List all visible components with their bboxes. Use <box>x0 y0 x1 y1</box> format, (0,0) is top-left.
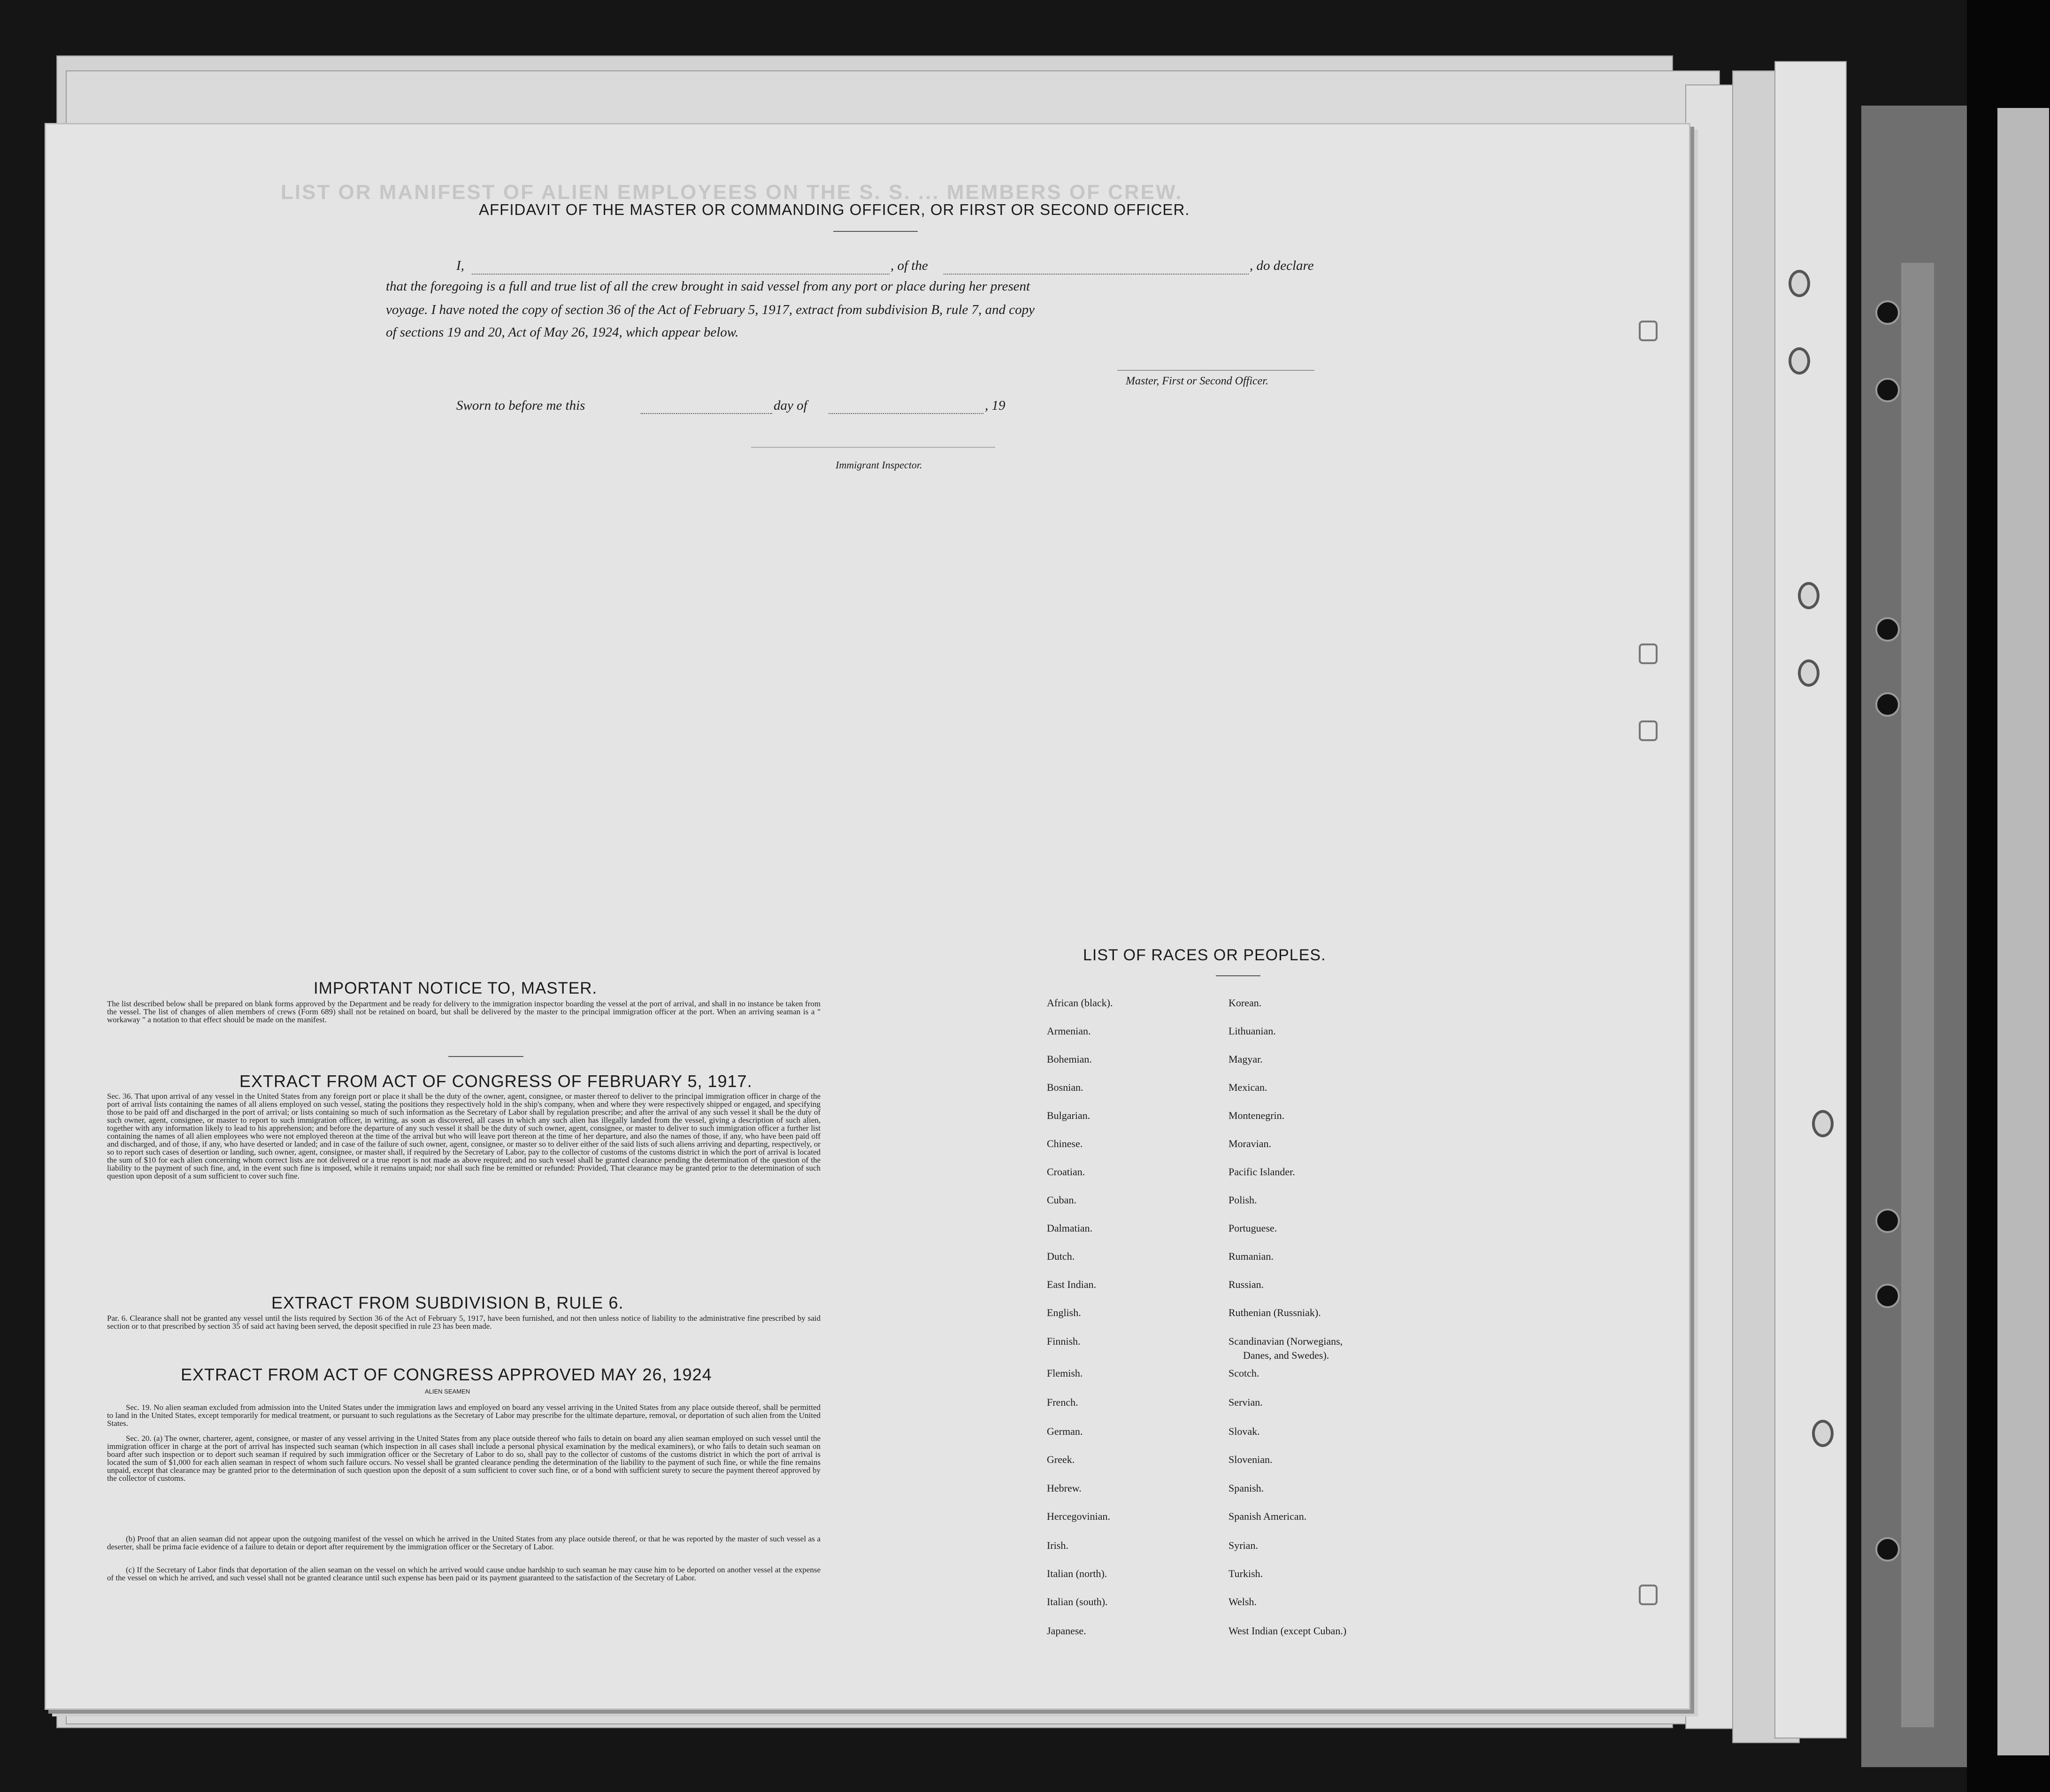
binder-strip <box>1901 263 1934 1727</box>
rule-6-text: Par. 6. Clearance shall not be granted any vessel until the lists required by Section 36 of the Act of February 5, 1917, have been furnished, and not then unless notice of liability to the administrative fine prescribed by said section or to that prescribed by section 35 of said act having been served, the deposit specified in rule 23 has been made. <box>107 1314 821 1331</box>
binder-hole <box>1875 1209 1900 1233</box>
of-the-label: , of the <box>891 258 928 273</box>
race-item: Russian. <box>1228 1279 1264 1290</box>
extract-1917-title: EXTRACT FROM ACT OF CONGRESS OF FEBRUARY 5, 1917. <box>239 1072 752 1091</box>
race-item: Portuguese. <box>1228 1222 1277 1234</box>
race-item: Ruthenian (Russniak). <box>1228 1307 1321 1318</box>
race-item: Rumanian. <box>1228 1250 1274 1262</box>
binder-hole <box>1875 617 1900 642</box>
extract-1924-title: EXTRACT FROM ACT OF CONGRESS APPROVED MAY 26, 1924 <box>181 1365 712 1384</box>
race-item: Moravian. <box>1228 1138 1272 1149</box>
race-item: Lithuanian. <box>1228 1025 1276 1037</box>
race-item: Hercegovinian. <box>1047 1510 1110 1522</box>
rule-6-title: EXTRACT FROM SUBDIVISION B, RULE 6. <box>271 1293 624 1312</box>
extract-1924-sec20c: (c) If the Secretary of Labor finds that deportation of the alien seaman on the vessel on which he arrived would cause undue hardship to such seaman he may cause him to be deported on another vessel at the expense of the vessel on which he arrived, and such vessel shall not be granted clearance until such expense has been paid or its payment guaranteed to the satisfaction of the Secretary of Labor. <box>107 1565 821 1582</box>
extract-1924-sec20a: Sec. 20. (a) The owner, charterer, agent, consignee, or master of any vessel arriving in the United States from any place outside thereof who fails to detain on board any alien seaman employed on such vessel until the immigration officer in charge at the port of arrival has inspected such seaman (which inspection in all cases shall include a personal physical examination by the medical examiners), or who fails to detain such seaman on board after such inspection or to deport such seaman if required by such immigration officer or the Secretary of Labor to do so, shall pay to the collector of customs of the customs district in which the port of arrival is located the sum of $1,000 for each alien seaman in respect of whom such failure occurs. No vessel shall be granted clearance pending the determination of the liability to the payment of such fine, or while the fine remains unpaid, except that clearance may be granted prior to the determination of such question upon the deposit of a sum sufficient to cover such fine, or of a bond with sufficient surety to secure the payment thereof approved by the collector of customs. <box>107 1434 821 1483</box>
race-item: Bosnian. <box>1047 1081 1083 1093</box>
race-item: Scandinavian (Norwegians, <box>1228 1335 1343 1347</box>
race-item: Servian. <box>1228 1396 1263 1408</box>
extract-1924-subtitle: ALIEN SEAMEN <box>425 1388 470 1395</box>
ring-hole <box>1798 659 1820 687</box>
race-item: Italian (south). <box>1047 1596 1108 1608</box>
race-item: Croatian. <box>1047 1166 1085 1178</box>
extract-1924-sec19: Sec. 19. No alien seaman excluded from admission into the United States under the immigration laws and employed on board any vessel arriving in the United States from any place outside thereof, shall be permitted to land in the United States, except temporarily for medical treatment, or pursuant to such regulations as the Secretary of Labor may prescribe for the ultimate departure, removal, or deportation of such alien from the United States. <box>107 1403 821 1428</box>
affidavit-line-3: voyage. I have noted the copy of section 36 of the Act of February 5, 1917, extract from subdivision B, rule 7, and copy <box>386 302 1035 317</box>
race-item: Turkish. <box>1228 1568 1263 1579</box>
race-item: Slovak. <box>1228 1425 1260 1437</box>
day-blank[interactable] <box>641 413 772 414</box>
punch-hole <box>1639 720 1658 741</box>
notice-text: The list described below shall be prepared on blank forms approved by the Department and be ready for delivery to the immigration inspector boarding the vessel at the port of arrival, and shall in no instance be taken from the vessel. The list of changes of alien members of crews (Form 689) shall not be retained on board, but shall be delivered by the master to the principal immigration officer at the port. When an arriving seaman is a " workaway " a notation to that effect should be made on the manifest. <box>107 999 821 1024</box>
inspector-label: Immigrant Inspector. <box>836 459 922 471</box>
race-item: Irish. <box>1047 1539 1068 1551</box>
races-title: LIST OF RACES OR PEOPLES. <box>1083 946 1326 964</box>
affidavit-title: AFFIDAVIT OF THE MASTER OR COMMANDING OFFICER, OR FIRST OR SECOND OFFICER. <box>479 201 1190 218</box>
punch-hole <box>1639 1585 1658 1605</box>
race-item: Spanish. <box>1228 1482 1264 1494</box>
race-item: Bohemian. <box>1047 1053 1092 1065</box>
master-label: Master, First or Second Officer. <box>1126 375 1268 387</box>
race-item: Scotch. <box>1228 1367 1259 1379</box>
race-item: Hebrew. <box>1047 1482 1082 1494</box>
race-item: West Indian (except Cuban.) <box>1228 1625 1347 1637</box>
name-blank[interactable] <box>472 274 890 275</box>
race-item: Polish. <box>1228 1194 1257 1206</box>
race-item: Welsh. <box>1228 1596 1257 1608</box>
race-item: Syrian. <box>1228 1539 1258 1551</box>
ring-hole <box>1812 1110 1834 1137</box>
race-item: English. <box>1047 1307 1081 1318</box>
section-rule <box>448 1056 523 1057</box>
race-item: Cuban. <box>1047 1194 1076 1206</box>
race-item: Chinese. <box>1047 1138 1083 1149</box>
vessel-blank[interactable] <box>944 274 1249 275</box>
race-item: Flemish. <box>1047 1367 1083 1379</box>
race-item: East Indian. <box>1047 1279 1097 1290</box>
title-rule <box>833 231 918 232</box>
race-item: Japanese. <box>1047 1625 1086 1637</box>
i-label: I, <box>456 258 464 273</box>
punch-hole <box>1639 321 1658 341</box>
binder-hole <box>1875 1537 1900 1562</box>
race-item: German. <box>1047 1425 1083 1437</box>
bleed-through-header: LIST OR MANIFEST OF ALIEN EMPLOYEES ON THE S. S. ... MEMBERS OF CREW. <box>281 181 1183 204</box>
ring-hole <box>1789 270 1810 297</box>
back-sheet <box>1774 61 1847 1738</box>
ring-hole <box>1798 582 1820 609</box>
day-of-label: day of <box>774 398 807 413</box>
master-signature-line[interactable] <box>1117 370 1314 371</box>
notice-title: IMPORTANT NOTICE TO, MASTER. <box>314 979 598 997</box>
race-item: Korean. <box>1228 997 1262 1009</box>
race-item: Armenian. <box>1047 1025 1091 1037</box>
affidavit-line-4: of sections 19 and 20, Act of May 26, 1924, which appear below. <box>386 325 739 340</box>
race-item: Greek. <box>1047 1454 1075 1465</box>
race-item: Finnish. <box>1047 1335 1081 1347</box>
binder-hole <box>1875 378 1900 402</box>
do-declare-label: , do declare <box>1250 258 1314 273</box>
race-item: Slovenian. <box>1228 1454 1273 1465</box>
race-item: Magyar. <box>1228 1053 1263 1065</box>
binder-hole <box>1875 1284 1900 1308</box>
race-item: Spanish American. <box>1228 1510 1307 1522</box>
punch-hole <box>1639 643 1658 664</box>
race-item: Pacific Islander. <box>1228 1166 1295 1178</box>
ring-hole <box>1789 347 1810 375</box>
binder-hole <box>1875 300 1900 325</box>
year-label: , 19 <box>985 398 1006 413</box>
race-item-continued: Danes, and Swedes). <box>1243 1349 1329 1361</box>
extract-1924-sec20b: (b) Proof that an alien seaman did not appear upon the outgoing manifest of the vessel on which he arrived in the United States from any place outside thereof, or that he was reported by the master of such vessel as a deserter, shall be prima facie evidence of a failure to detain or deport after requirement by the immigration officer or the Secretary of Labor. <box>107 1534 821 1551</box>
race-item: Montenegrin. <box>1228 1110 1285 1121</box>
race-item: Dutch. <box>1047 1250 1075 1262</box>
races-rule <box>1216 975 1260 976</box>
month-blank[interactable] <box>829 413 983 414</box>
ring-hole <box>1812 1420 1834 1447</box>
extract-1917-text: Sec. 36. That upon arrival of any vessel in the United States from any foreign port or place it shall be the duty of the owner, agent, consignee, or master thereof to deliver to the principal immigration officer in charge of the port of arrival lists containing the names of all aliens employed on such vessel, stating the positions they respectively hold in the ship's company, when and where they were respectively shipped or engaged, and specifying those to be paid off and discharged in the port of arrival; or lists containing so much of such information as the Secretary of Labor shall by regulation prescribe; and after the arrival of any such vessel it shall be the duty of such owner, agent, consignee, or master to report to such immigration officer, in writing, as soon as discovered, all cases in which any such alien has illegally landed from the vessel, giving a description of such alien, together with any information likely to lead to his apprehension; and before the departure of any such vessel it shall be the duty of such owner, agent, consignee, or master to deliver to such immigration officer a further list containing the names of all alien employees who were not employed thereon at the time of the arrival but who will leave port thereon at the time of her departure, and also the names of those, if any, who have been paid off and discharged, and of those, if any, who have deserted or landed; and in case of the failure of such owner, agent, consignee, or master so to deliver either of the said lists of such aliens arriving and departing, respectively, or so to report such cases of desertion or landing, such owner, agent, consignee, or master shall, if required by the Secretary of Labor, pay to the collector of customs of the customs district in which the port of arrival is located the sum of $10 for each alien concerning whom correct lists are not delivered or a true report is not made as above required; and no such vessel shall be granted clearance pending the determination of the question of the liability to the payment of such fine, and, in the event such fine is imposed, while it remains unpaid; nor shall such fine be remitted or refunded: Provided, That clearance may be granted prior to the determination of such question upon deposit of a sum sufficient to cover such fine. <box>107 1092 821 1180</box>
race-item: Dalmatian. <box>1047 1222 1093 1234</box>
race-item: Mexican. <box>1228 1081 1267 1093</box>
race-item: French. <box>1047 1396 1078 1408</box>
race-item: Bulgarian. <box>1047 1110 1090 1121</box>
page-edge <box>1997 108 2049 1755</box>
binder-hole <box>1875 692 1900 717</box>
race-item: African (black). <box>1047 997 1113 1009</box>
sworn-label: Sworn to before me this <box>456 398 585 413</box>
race-item: Italian (north). <box>1047 1568 1107 1579</box>
affidavit-line-2: that the foregoing is a full and true list of all the crew brought in said vessel from any port or place during her present <box>386 279 1030 294</box>
inspector-signature-line[interactable] <box>751 447 995 448</box>
